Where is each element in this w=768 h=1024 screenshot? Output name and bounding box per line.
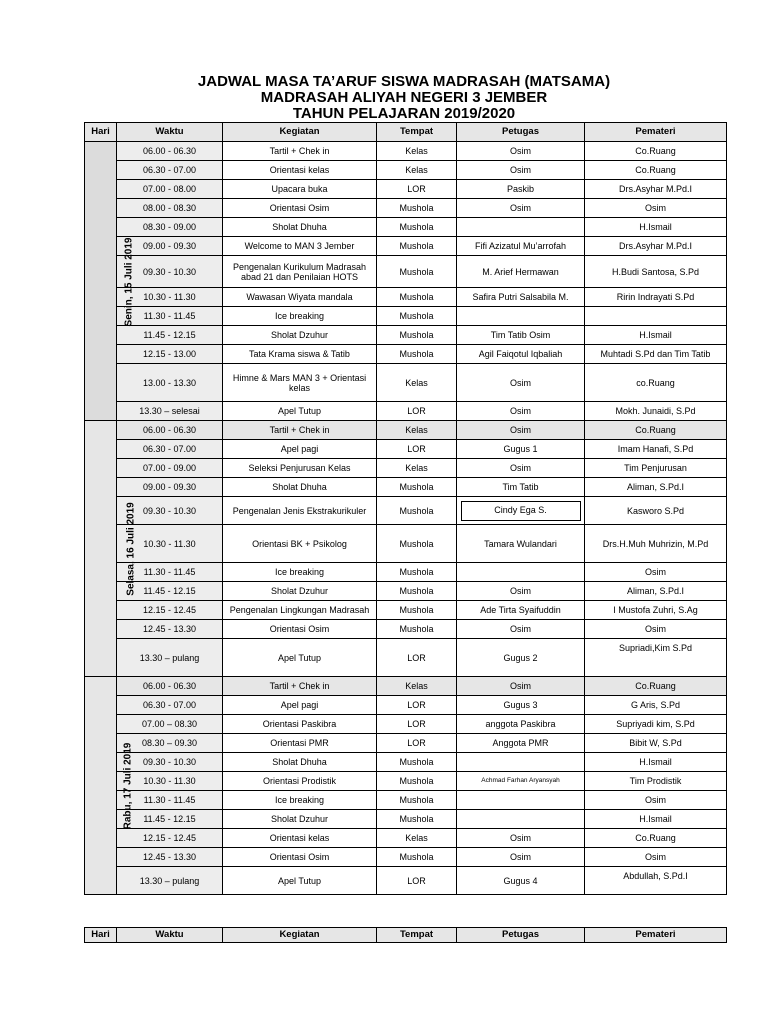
header-waktu: Waktu xyxy=(117,123,223,142)
schedule-table xyxy=(84,122,727,895)
table-row xyxy=(85,829,727,848)
waktu-cell: 11.45 - 12.15 xyxy=(117,810,223,829)
petugas-cell: Gugus 1 xyxy=(457,440,585,459)
kegiatan-cell: Ice breaking xyxy=(223,563,377,582)
petugas-cell: Achmad Farhan Aryansyah xyxy=(457,772,585,791)
table-row xyxy=(85,326,727,345)
tempat-cell: Mushola xyxy=(377,772,457,791)
table-row xyxy=(85,142,727,161)
tempat-cell: Kelas xyxy=(377,142,457,161)
kegiatan-cell: Orientasi Paskibra xyxy=(223,715,377,734)
waktu-cell: 10.30 - 11.30 xyxy=(117,525,223,563)
kegiatan-cell: Orientasi BK + Psikolog xyxy=(223,525,377,563)
table-row xyxy=(85,772,727,791)
table-header-row xyxy=(85,123,727,142)
tempat-cell: Mushola xyxy=(377,237,457,256)
waktu-cell: 06.00 - 06.30 xyxy=(117,142,223,161)
table-row xyxy=(85,525,727,563)
document-title: JADWAL MASA TA’ARUF SISWA MADRASAH (MATSAMA) xyxy=(197,73,611,90)
tempat-cell: Mushola xyxy=(377,753,457,772)
pemateri-cell: I Mustofa Zuhri, S.Ag xyxy=(585,601,727,620)
table-row xyxy=(85,402,727,421)
table-row xyxy=(85,237,727,256)
table-row xyxy=(85,810,727,829)
waktu-cell: 12.15 - 13.00 xyxy=(117,345,223,364)
kegiatan-cell: Upacara buka xyxy=(223,180,377,199)
pemateri-cell: Abdullah, S.Pd.I xyxy=(585,867,727,895)
kegiatan-cell: Orientasi Prodistik xyxy=(223,772,377,791)
day-label-cell xyxy=(85,142,135,421)
table-row xyxy=(85,288,727,307)
pemateri-cell: H.Ismail xyxy=(585,753,727,772)
pemateri-cell: Co.Ruang xyxy=(585,829,727,848)
table-row xyxy=(85,497,727,525)
tempat-cell: Mushola xyxy=(377,848,457,867)
waktu-cell: 11.45 - 12.15 xyxy=(117,326,223,345)
petugas-cell: Osim xyxy=(457,582,585,601)
tempat-cell: Mushola xyxy=(377,218,457,237)
tempat-cell: Kelas xyxy=(377,459,457,478)
waktu-cell: 06.00 - 06.30 xyxy=(117,421,223,440)
footer-header-pemateri: Pemateri xyxy=(585,928,727,943)
day-label-cell xyxy=(85,677,134,895)
waktu-cell: 09.00 - 09.30 xyxy=(117,237,223,256)
petugas-cell xyxy=(457,307,585,326)
petugas-cell: Gugus 4 xyxy=(457,867,585,895)
tempat-cell: Mushola xyxy=(377,199,457,218)
kegiatan-cell: Sholat Dzuhur xyxy=(223,810,377,829)
table-row xyxy=(85,582,727,601)
table-row xyxy=(85,639,727,677)
kegiatan-cell: Sholat Dhuha xyxy=(223,478,377,497)
pemateri-cell: Drs.Asyhar M.Pd.I xyxy=(585,180,727,199)
waktu-cell: 11.30 - 11.45 xyxy=(117,563,223,582)
kegiatan-cell: Welcome to MAN 3 Jember xyxy=(223,237,377,256)
tempat-cell: Mushola xyxy=(377,582,457,601)
petugas-boxed-value: Cindy Ega S. xyxy=(461,501,581,521)
tempat-cell: Mushola xyxy=(377,307,457,326)
table-row xyxy=(85,180,727,199)
petugas-cell: Tamara Wulandari xyxy=(457,525,585,563)
tempat-cell: Kelas xyxy=(377,829,457,848)
footer-header-table xyxy=(84,927,727,943)
waktu-cell: 07.00 - 08.00 xyxy=(117,180,223,199)
table-row xyxy=(85,478,727,497)
waktu-cell: 11.30 - 11.45 xyxy=(117,791,223,810)
waktu-cell: 10.30 - 11.30 xyxy=(117,288,223,307)
waktu-cell: 12.45 - 13.30 xyxy=(117,848,223,867)
pemateri-cell: Co.Ruang xyxy=(585,142,727,161)
petugas-cell: anggota Paskibra xyxy=(457,715,585,734)
petugas-cell xyxy=(457,218,585,237)
waktu-cell: 13.30 – selesai xyxy=(117,402,223,421)
petugas-cell: Osim xyxy=(457,402,585,421)
table-row xyxy=(85,601,727,620)
waktu-cell: 13.00 - 13.30 xyxy=(117,364,223,402)
pemateri-cell: Supriadi,Kim S.Pd xyxy=(585,639,727,677)
tempat-cell: Kelas xyxy=(377,677,457,696)
tempat-cell: Mushola xyxy=(377,620,457,639)
pemateri-cell: Imam Hanafi, S.Pd xyxy=(585,440,727,459)
tempat-cell: Kelas xyxy=(377,421,457,440)
pemateri-cell: Osim xyxy=(585,199,727,218)
pemateri-cell: Osim xyxy=(585,848,727,867)
pemateri-cell: Kasworo S.Pd xyxy=(585,497,727,525)
petugas-cell xyxy=(457,563,585,582)
pemateri-cell: Muhtadi S.Pd dan Tim Tatib xyxy=(585,345,727,364)
kegiatan-cell: Pengenalan Jenis Ekstrakurikuler xyxy=(223,497,377,525)
header-tempat: Tempat xyxy=(377,123,457,142)
table-row xyxy=(85,421,727,440)
table-row xyxy=(85,440,727,459)
petugas-cell: Paskib xyxy=(457,180,585,199)
table-row xyxy=(85,364,727,402)
header-pemateri: Pemateri xyxy=(585,123,727,142)
waktu-cell: 12.15 - 12.45 xyxy=(117,601,223,620)
waktu-cell: 09.00 - 09.30 xyxy=(117,478,223,497)
tempat-cell: Mushola xyxy=(377,478,457,497)
waktu-cell: 07.00 – 08.30 xyxy=(117,715,223,734)
waktu-cell: 09.30 - 10.30 xyxy=(117,256,223,288)
pemateri-cell: Aliman, S.Pd.I xyxy=(585,478,727,497)
tempat-cell: LOR xyxy=(377,867,457,895)
pemateri-cell: Drs.H.Muh Muhrizin, M.Pd xyxy=(585,525,727,563)
table-row xyxy=(85,791,727,810)
petugas-cell: Osim xyxy=(457,199,585,218)
petugas-cell: Ade Tirta Syaifuddin xyxy=(457,601,585,620)
kegiatan-cell: Ice breaking xyxy=(223,791,377,810)
petugas-cell: Osim xyxy=(457,677,585,696)
kegiatan-cell: Tata Krama siswa & Tatib xyxy=(223,345,377,364)
table-row xyxy=(85,161,727,180)
table-row xyxy=(85,218,727,237)
waktu-cell: 10.30 - 11.30 xyxy=(117,772,223,791)
table-row xyxy=(85,867,727,895)
kegiatan-cell: Pengenalan Kurikulum Madrasah abad 21 dan Penilaian HOTS xyxy=(223,256,377,288)
petugas-cell: M. Arief Hermawan xyxy=(457,256,585,288)
tempat-cell: Mushola xyxy=(377,525,457,563)
petugas-cell: Fifi Azizatul Mu’arrofah xyxy=(457,237,585,256)
pemateri-cell: H.Ismail xyxy=(585,218,727,237)
kegiatan-cell: Apel pagi xyxy=(223,696,377,715)
petugas-cell: Osim xyxy=(457,620,585,639)
waktu-cell: 06.30 - 07.00 xyxy=(117,161,223,180)
tempat-cell: LOR xyxy=(377,715,457,734)
waktu-cell: 13.30 – pulang xyxy=(117,867,223,895)
petugas-cell: Safira Putri Salsabila M. xyxy=(457,288,585,307)
tempat-cell: Mushola xyxy=(377,326,457,345)
kegiatan-cell: Pengenalan Lingkungan Madrasah xyxy=(223,601,377,620)
kegiatan-cell: Apel pagi xyxy=(223,440,377,459)
petugas-cell: Tim Tatib Osim xyxy=(457,326,585,345)
pemateri-cell: H.Ismail xyxy=(585,326,727,345)
pemateri-cell: Aliman, S.Pd.I xyxy=(585,582,727,601)
tempat-cell: LOR xyxy=(377,734,457,753)
pemateri-cell: Supriyadi kim, S.Pd xyxy=(585,715,727,734)
table-row xyxy=(85,307,727,326)
tempat-cell: Mushola xyxy=(377,791,457,810)
kegiatan-cell: Tartil + Chek in xyxy=(223,677,377,696)
table-row xyxy=(85,256,727,288)
pemateri-cell: co.Ruang xyxy=(585,364,727,402)
pemateri-cell: H.Ismail xyxy=(585,810,727,829)
petugas-cell: Osim xyxy=(457,459,585,478)
pemateri-cell: G Aris, S.Pd xyxy=(585,696,727,715)
kegiatan-cell: Orientasi Osim xyxy=(223,620,377,639)
waktu-cell: 08.30 - 09.00 xyxy=(117,218,223,237)
petugas-cell xyxy=(457,497,585,525)
petugas-cell xyxy=(457,753,585,772)
tempat-cell: Mushola xyxy=(377,345,457,364)
petugas-cell: Osim xyxy=(457,364,585,402)
kegiatan-cell: Wawasan Wiyata mandala xyxy=(223,288,377,307)
day-label: Senin, 15 Juli 2019 xyxy=(123,237,135,326)
header-petugas: Petugas xyxy=(457,123,585,142)
kegiatan-cell: Orientasi PMR xyxy=(223,734,377,753)
pemateri-cell: Tim Prodistik xyxy=(585,772,727,791)
tempat-cell: Mushola xyxy=(377,256,457,288)
kegiatan-cell: Orientasi kelas xyxy=(223,161,377,180)
header-hari: Hari xyxy=(85,123,117,142)
waktu-cell: 11.30 - 11.45 xyxy=(117,307,223,326)
kegiatan-cell: Sholat Dhuha xyxy=(223,218,377,237)
kegiatan-cell: Sholat Dzuhur xyxy=(223,582,377,601)
pemateri-cell: Osim xyxy=(585,563,727,582)
kegiatan-cell: Sholat Dhuha xyxy=(223,753,377,772)
tempat-cell: Kelas xyxy=(377,161,457,180)
tempat-cell: Mushola xyxy=(377,810,457,829)
petugas-cell: Osim xyxy=(457,161,585,180)
tempat-cell: LOR xyxy=(377,639,457,677)
tempat-cell: Mushola xyxy=(377,497,457,525)
kegiatan-cell: Apel Tutup xyxy=(223,639,377,677)
petugas-cell: Anggota PMR xyxy=(457,734,585,753)
petugas-cell: Gugus 3 xyxy=(457,696,585,715)
petugas-cell: Osim xyxy=(457,848,585,867)
petugas-cell: Tim Tatib xyxy=(457,478,585,497)
waktu-cell: 06.30 - 07.00 xyxy=(117,440,223,459)
kegiatan-cell: Apel Tutup xyxy=(223,867,377,895)
pemateri-cell: Co.Ruang xyxy=(585,421,727,440)
pemateri-cell: Mokh. Junaidi, S.Pd xyxy=(585,402,727,421)
school-name: MADRASAH ALIYAH NEGERI 3 JEMBER xyxy=(260,89,548,106)
table-row xyxy=(85,345,727,364)
waktu-cell: 06.30 - 07.00 xyxy=(117,696,223,715)
kegiatan-cell: Himne & Mars MAN 3 + Orientasi kelas xyxy=(223,364,377,402)
footer-header-row xyxy=(85,928,727,943)
petugas-cell xyxy=(457,791,585,810)
header-kegiatan: Kegiatan xyxy=(223,123,377,142)
waktu-cell: 08.00 - 08.30 xyxy=(117,199,223,218)
table-row xyxy=(85,715,727,734)
petugas-cell xyxy=(457,810,585,829)
footer-header-petugas: Petugas xyxy=(457,928,585,943)
waktu-cell: 11.45 - 12.15 xyxy=(117,582,223,601)
kegiatan-cell: Orientasi Osim xyxy=(223,199,377,218)
table-row xyxy=(85,459,727,478)
academic-year: TAHUN PELAJARAN 2019/2020 xyxy=(292,105,516,122)
waktu-cell: 06.00 - 06.30 xyxy=(117,677,223,696)
tempat-cell: Mushola xyxy=(377,601,457,620)
petugas-cell: Gugus 2 xyxy=(457,639,585,677)
table-row xyxy=(85,563,727,582)
petugas-cell: Osim xyxy=(457,421,585,440)
footer-header-kegiatan: Kegiatan xyxy=(223,928,377,943)
waktu-cell: 09.30 - 10.30 xyxy=(117,753,223,772)
tempat-cell: Mushola xyxy=(377,288,457,307)
kegiatan-cell: Seleksi Penjurusan Kelas xyxy=(223,459,377,478)
footer-header-waktu: Waktu xyxy=(117,928,223,943)
day-label: Selasa, 16 Juli 2019 xyxy=(125,502,137,596)
kegiatan-cell: Tartil + Chek in xyxy=(223,142,377,161)
tempat-cell: LOR xyxy=(377,180,457,199)
pemateri-cell: H.Budi Santosa, S.Pd xyxy=(585,256,727,288)
kegiatan-cell: Tartil + Chek in xyxy=(223,421,377,440)
petugas-cell: Osim xyxy=(457,142,585,161)
kegiatan-cell: Ice breaking xyxy=(223,307,377,326)
waktu-cell: 12.45 - 13.30 xyxy=(117,620,223,639)
footer-header-tempat: Tempat xyxy=(377,928,457,943)
table-row xyxy=(85,199,727,218)
tempat-cell: LOR xyxy=(377,696,457,715)
kegiatan-cell: Apel Tutup xyxy=(223,402,377,421)
pemateri-cell: Bibit W, S.Pd xyxy=(585,734,727,753)
table-row xyxy=(85,734,727,753)
table-row xyxy=(85,753,727,772)
pemateri-cell: Drs.Asyhar M.Pd.I xyxy=(585,237,727,256)
waktu-cell: 08.30 – 09.30 xyxy=(117,734,223,753)
table-row xyxy=(85,677,727,696)
tempat-cell: Kelas xyxy=(377,364,457,402)
petugas-cell: Agil Faiqotul Iqbaliah xyxy=(457,345,585,364)
waktu-cell: 07.00 - 09.00 xyxy=(117,459,223,478)
table-row xyxy=(85,696,727,715)
footer-header-hari: Hari xyxy=(85,928,117,943)
pemateri-cell: Co.Ruang xyxy=(585,677,727,696)
tempat-cell: LOR xyxy=(377,440,457,459)
petugas-cell: Osim xyxy=(457,829,585,848)
pemateri-cell: Tim Penjurusan xyxy=(585,459,727,478)
table-row xyxy=(85,848,727,867)
pemateri-cell: Co.Ruang xyxy=(585,161,727,180)
table-row xyxy=(85,620,727,639)
tempat-cell: LOR xyxy=(377,402,457,421)
kegiatan-cell: Sholat Dzuhur xyxy=(223,326,377,345)
kegiatan-cell: Orientasi Osim xyxy=(223,848,377,867)
day-label-cell xyxy=(85,421,137,677)
pemateri-cell: Osim xyxy=(585,620,727,639)
waktu-cell: 09.30 - 10.30 xyxy=(117,497,223,525)
pemateri-cell: Ririn Indrayati S.Pd xyxy=(585,288,727,307)
day-label: Rabu, 17 Juli 2019 xyxy=(122,742,134,830)
tempat-cell: Mushola xyxy=(377,563,457,582)
waktu-cell: 12.15 - 12.45 xyxy=(117,829,223,848)
pemateri-cell: Osim xyxy=(585,791,727,810)
waktu-cell: 13.30 – pulang xyxy=(117,639,223,677)
kegiatan-cell: Orientasi kelas xyxy=(223,829,377,848)
pemateri-cell xyxy=(585,307,727,326)
